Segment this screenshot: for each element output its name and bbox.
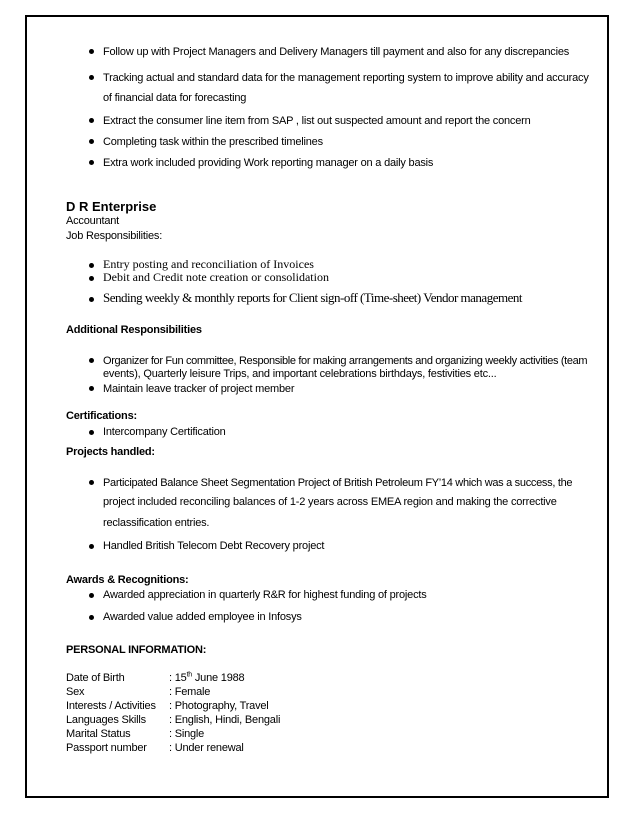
list-item: Maintain leave tracker of project member: [103, 383, 295, 395]
section-heading: Certifications:: [66, 410, 137, 422]
info-label: Sex: [66, 686, 85, 698]
list-item: Awarded appreciation in quarterly R&R for highest funding of projects: [103, 589, 427, 601]
list-item-continuation: of financial data for forecasting: [103, 92, 247, 104]
info-value: : 15th June 1988: [169, 671, 245, 684]
section-heading: Projects handled:: [66, 446, 155, 458]
section-heading: PERSONAL INFORMATION:: [66, 644, 207, 656]
info-label: Passport number: [66, 742, 147, 754]
info-label: Interests / Activities: [66, 700, 156, 712]
job-responsibilities-label: Job Responsibilities:: [66, 230, 163, 242]
list-item: Organizer for Fun committee, Responsible for making arrangements and organizing weekly activities (team: [103, 355, 588, 367]
info-value: : Photography, Travel: [169, 700, 269, 712]
bullet-icon: [89, 544, 94, 549]
info-value: : Female: [169, 686, 211, 698]
bullet-icon: [89, 615, 94, 620]
list-item-continuation: reclassification entries.: [103, 517, 210, 529]
job-title: Accountant: [66, 215, 120, 227]
list-item: Extra work included providing Work reporting manager on a daily basis: [103, 157, 434, 169]
info-label: Languages Skills: [66, 714, 146, 726]
list-item-continuation: project included reconciling balances of 1-2 years across EMEA region and making the corrective: [103, 496, 557, 508]
list-item: Sending weekly & monthly reports for Client sign-off (Time-sheet) Vendor management: [103, 290, 522, 305]
list-item: Participated Balance Sheet Segmentation Project of British Petroleum FY’14 which was a success, the: [103, 477, 573, 489]
info-value: : Single: [169, 728, 205, 740]
bullet-icon: [89, 49, 94, 54]
company-name: D R Enterprise: [66, 199, 157, 214]
bullet-icon: [89, 386, 94, 391]
section-heading: Additional Responsibilities: [66, 324, 202, 336]
list-item: Awarded value added employee in Infosys: [103, 611, 302, 623]
list-item: Intercompany Certification: [103, 426, 226, 438]
list-item: Debit and Credit note creation or consolidation: [103, 270, 329, 284]
bullet-icon: [89, 430, 94, 435]
bullet-icon: [89, 276, 94, 281]
info-value: : Under renewal: [169, 742, 244, 754]
bullet-icon: [89, 160, 94, 165]
bullet-icon: [89, 593, 94, 598]
list-item: Tracking actual and standard data for the management reporting system to improve ability and accuracy: [103, 72, 589, 84]
bullet-icon: [89, 263, 94, 268]
bullet-icon: [89, 118, 94, 123]
list-item: Handled British Telecom Debt Recovery project: [103, 540, 325, 552]
bullet-icon: [89, 297, 94, 302]
list-item: Completing task within the prescribed timelines: [103, 136, 323, 148]
list-item: Entry posting and reconciliation of Invoices: [103, 257, 314, 271]
bullet-icon: [89, 75, 94, 80]
bullet-icon: [89, 480, 94, 485]
info-label: Marital Status: [66, 728, 131, 740]
bullet-icon: [89, 358, 94, 363]
info-label: Date of Birth: [66, 672, 125, 684]
section-heading: Awards & Recognitions:: [66, 574, 189, 586]
bullet-icon: [89, 139, 94, 144]
info-value: : English, Hindi, Bengali: [169, 714, 281, 726]
list-item: Follow up with Project Managers and Delivery Managers till payment and also for any discrepancies: [103, 46, 570, 58]
list-item-continuation: events), Quarterly leisure Trips, and important celebrations birthdays, festivities etc...: [103, 368, 497, 380]
list-item: Extract the consumer line item from SAP , list out suspected amount and report the concern: [103, 115, 531, 127]
